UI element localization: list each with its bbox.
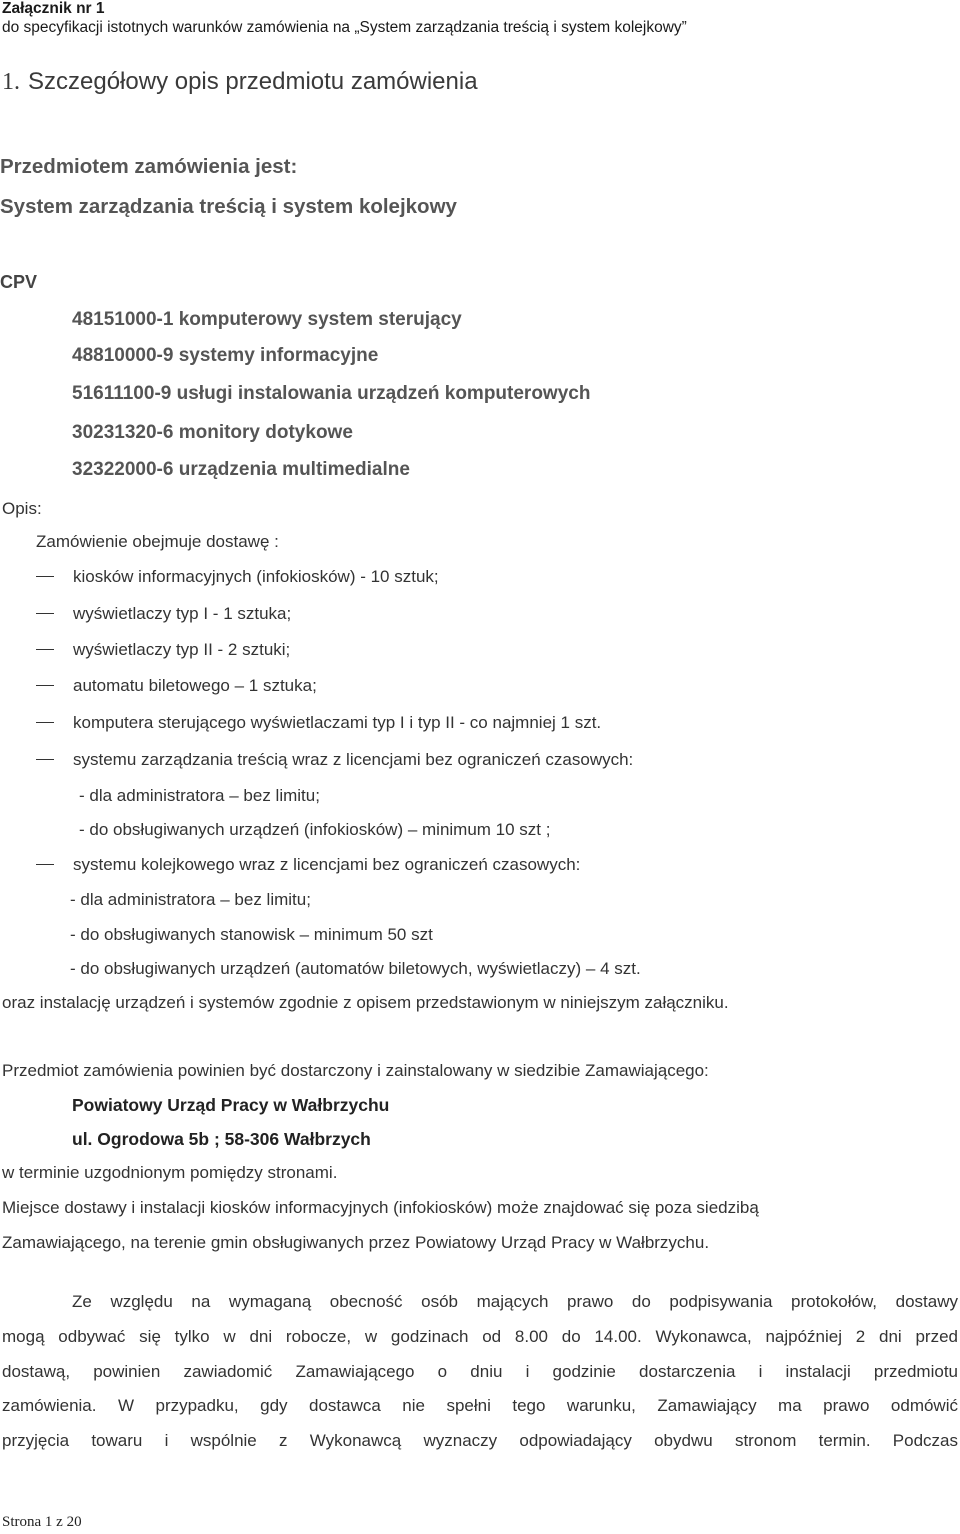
page-number: Strona 1 z 20	[2, 1514, 82, 1530]
list-item-text: kiosków informacyjnych (infokiosków) - 10 sztuk;	[73, 567, 439, 586]
sub-item: - do obsługiwanych urządzeń (automatów biletowych, wyświetlaczy) – 4 szt.	[70, 959, 641, 978]
dash-bullet	[36, 649, 54, 650]
paragraph-line: dostawą, powinien zawiadomić Zamawiającego o dniu i godzinie dostarczenia i instalacji przedmiotu	[2, 1362, 958, 1381]
opis-label: Opis:	[2, 499, 42, 518]
sub-item: - do obsługiwanych stanowisk – minimum 50 szt	[70, 925, 433, 944]
dash-bullet	[36, 613, 54, 614]
cpv-code-5: 32322000-6 urządzenia multimedialne	[72, 459, 410, 480]
dash-bullet	[36, 722, 54, 723]
opis-intro: Zamówienie obejmuje dostawę :	[36, 532, 279, 551]
subject-name: System zarządzania treścią i system kolejkowy	[0, 195, 457, 218]
list-item-text: komputera sterującego wyświetlaczami typ I i typ II - co najmniej 1 szt.	[73, 713, 602, 732]
section-number: 1.	[2, 69, 20, 95]
paragraph-line: mogą odbywać się tylko w dni robocze, w godzinach od 8.00 do 14.00. Wykonawca, najpóźniej 2 dni przed	[2, 1327, 958, 1346]
delivery-intro: Przedmiot zamówienia powinien być dostarczony i zainstalowany w siedzibie Zamawiającego:	[2, 1061, 709, 1080]
section-title: Szczegółowy opis przedmiotu zamówienia	[28, 68, 478, 95]
list-item-text: systemu kolejkowego wraz z licencjami bez ograniczeń czasowych:	[73, 855, 581, 874]
delivery-place-line-1: Miejsce dostawy i instalacji kiosków informacyjnych (infokiosków) może znajdować się poza siedzibą	[2, 1198, 759, 1217]
delivery-term: w terminie uzgodnionym pomiędzy stronami.	[2, 1163, 338, 1182]
sub-item: - do obsługiwanych urządzeń (infokiosków) – minimum 10 szt ;	[79, 820, 551, 839]
list-item-text: systemu zarządzania treścią wraz z licencjami bez ograniczeń czasowych:	[73, 750, 634, 769]
sub-item: - dla administratora – bez limitu;	[70, 890, 311, 909]
attachment-title: Załącznik nr 1	[2, 0, 105, 17]
paragraph-line: zamówienia. W przypadku, gdy dostawca nie spełni tego warunku, Zamawiający ma prawo odmówić	[2, 1396, 958, 1415]
section-heading	[2, 68, 478, 96]
subject-label: Przedmiotem zamówienia jest:	[0, 155, 298, 178]
spec-reference: do specyfikacji istotnych warunków zamówienia na „System zarządzania treścią i system kolejkowy”	[2, 19, 687, 36]
dash-bullet	[36, 864, 54, 865]
list-item-text: wyświetlaczy typ I - 1 sztuka;	[73, 604, 292, 623]
dash-bullet	[36, 685, 54, 686]
paragraph-line: przyjęcia towaru i wspólnie z Wykonawcą wyznaczy odpowiadający obydwu stronom termin. Podczas	[2, 1431, 958, 1450]
sub-item: - dla administratora – bez limitu;	[79, 786, 320, 805]
office-name: Powiatowy Urząd Pracy w Wałbrzychu	[72, 1095, 390, 1115]
dash-bullet	[36, 576, 54, 577]
office-address: ul. Ogrodowa 5b ; 58-306 Wałbrzych	[72, 1129, 371, 1149]
cpv-code-1: 48151000-1 komputerowy system sterujący	[72, 309, 462, 330]
cpv-label: CPV	[0, 272, 38, 292]
cpv-code-4: 30231320-6 monitory dotykowe	[72, 422, 353, 443]
cpv-code-2: 48810000-9 systemy informacyjne	[72, 345, 379, 366]
dash-bullet	[36, 759, 54, 760]
list-item-text: wyświetlaczy typ II - 2 sztuki;	[73, 640, 291, 659]
cpv-code-3: 51611100-9 usługi instalowania urządzeń komputerowych	[72, 383, 591, 404]
list-item-text: automatu biletowego – 1 sztuka;	[73, 676, 317, 695]
delivery-place-line-2: Zamawiającego, na terenie gmin obsługiwanych przez Powiatowy Urząd Pracy w Wałbrzychu.	[2, 1233, 710, 1252]
opis-closing: oraz instalację urządzeń i systemów zgodnie z opisem przedstawionym w niniejszym załączniku.	[2, 993, 729, 1012]
paragraph-line: Ze względu na wymaganą obecność osób mających prawo do podpisywania protokołów, dostawy	[72, 1292, 958, 1311]
